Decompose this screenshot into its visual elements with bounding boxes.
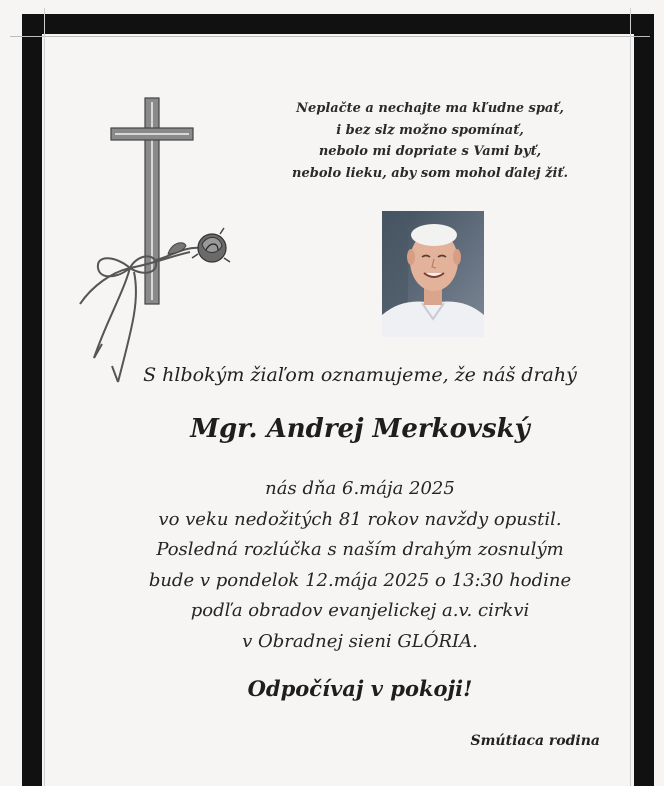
detail-line: v Obradnej sieni GLÓRIA. [242, 630, 478, 652]
detail-line: vo veku nedožitých 81 rokov navždy opustil. [158, 508, 562, 530]
announcement-intro: S hlbokým žiaľom oznamujeme, že náš drahý [143, 364, 577, 386]
announcement-details [120, 474, 600, 657]
inner-frame-line-top [10, 36, 650, 37]
closing-phrase: Odpočívaj v pokoji! [247, 676, 473, 701]
family-signature: Smútiaca rodina [470, 733, 600, 749]
memorial-poem [280, 98, 580, 184]
poem-line: nebolo mi dopriate s Vami byť, [318, 144, 542, 159]
detail-line: nás dňa 6.mája 2025 [265, 478, 455, 499]
inner-frame-line-right [630, 8, 631, 786]
poem-line: nebolo lieku, aby som mohol ďalej žiť. [292, 165, 568, 181]
detail-line: bude v pondelok 12.mája 2025 o 13:30 hodine [148, 569, 572, 591]
deceased-name: Mgr. Andrej Merkovský [190, 414, 530, 444]
mourning-border-right [634, 14, 654, 786]
mourning-border-top [22, 14, 654, 34]
detail-line: podľa obradov evanjelickej a.v. cirkvi [190, 600, 530, 621]
poem-line: Neplačte a nechajte ma kľudne spať, [296, 101, 564, 116]
mourning-border-left [22, 14, 42, 786]
detail-line: Posledná rozlúčka s naším drahým zosnulým [156, 539, 564, 560]
inner-frame-line-left [44, 8, 45, 786]
poem-line: i bez slz možno spomínať, [336, 122, 524, 138]
cross-with-rose-icon [72, 96, 242, 396]
portrait-photo [382, 211, 484, 337]
